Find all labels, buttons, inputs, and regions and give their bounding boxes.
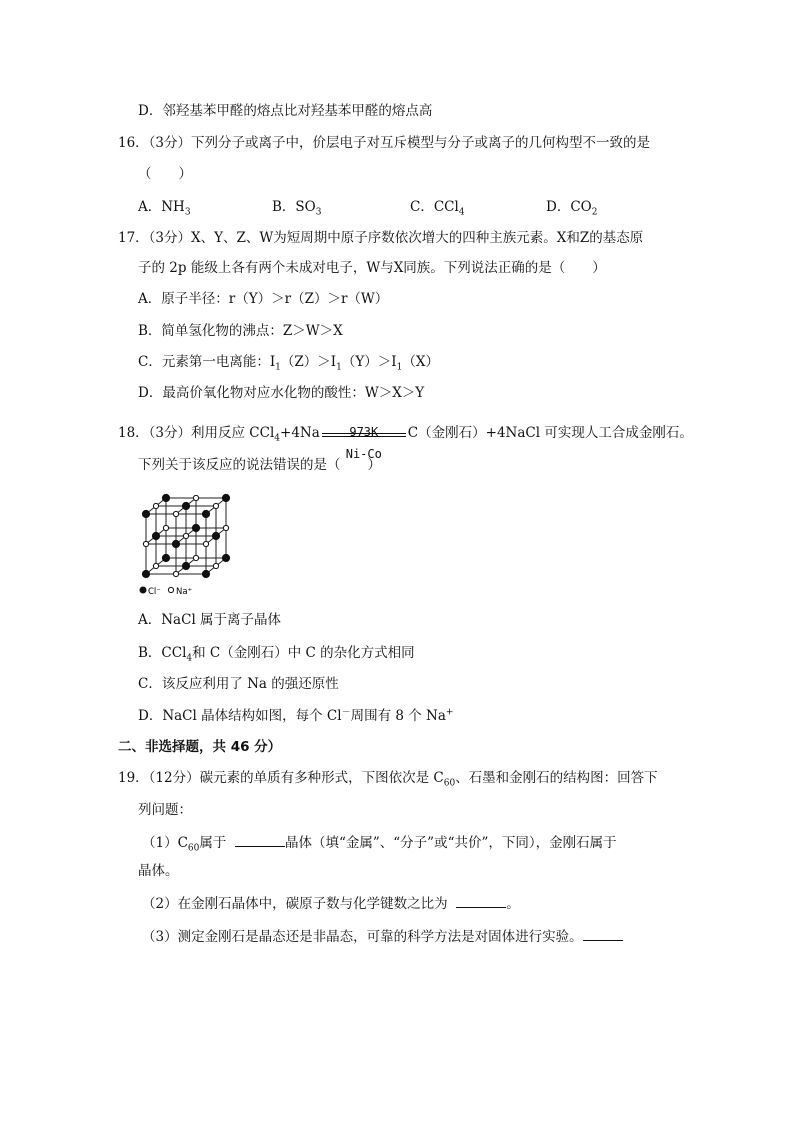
nacl-crystal-figure — [136, 488, 246, 596]
sodium-legend-icon — [168, 587, 173, 592]
q18-option-a: A．NaCl 属于离子晶体 — [138, 612, 282, 628]
chloride-legend-label: Cl⁻ — [148, 587, 161, 596]
chloride-ion — [182, 562, 189, 569]
q16-stem: 16．（3分）下列分子或离子中，价层电子对互斥模型与分子或离子的几何构型不一致的是 — [118, 135, 651, 151]
q19-part-3 — [142, 926, 623, 947]
q19-part-1-text3: 晶体（填“金属”、“分子”或“共价”，下同），金刚石属于 — [284, 835, 617, 851]
q19-part-3-blank[interactable] — [583, 926, 623, 941]
q19-stem-text1: 19．（12分）碳元素的单质有多种形式，下图依次是 C — [118, 770, 444, 786]
q18-stem-line1 — [118, 416, 693, 461]
sodium-ion — [223, 525, 228, 530]
sodium-ion — [213, 503, 218, 508]
q19-part-1-sub: 60 — [187, 843, 200, 854]
q16-option-a — [138, 197, 191, 217]
q17-option-c-text3: （Y）＞I — [341, 354, 397, 370]
q19-part-1-blank[interactable] — [235, 832, 285, 847]
chloride-ion — [212, 532, 219, 539]
q18-option-b — [138, 643, 415, 663]
sodium-ion — [213, 563, 218, 568]
q19-part-2-text1: （2）在金刚石晶体中，碳原子数与化学键数之比为 — [142, 896, 448, 912]
q16-option-b — [272, 197, 321, 217]
sodium-legend-label: Na⁺ — [176, 587, 193, 596]
chloride-ion — [202, 510, 209, 517]
q19-part-2-blank[interactable] — [456, 893, 506, 908]
chloride-ion — [142, 570, 149, 577]
q19-part-2-text2: 。 — [506, 896, 520, 912]
q18-option-b-sub: 4 — [186, 653, 193, 664]
q17-option-c-sub2: 1 — [336, 362, 342, 373]
chloride-ion — [202, 570, 209, 577]
q16-option-d — [546, 197, 597, 217]
q16-option-b-sub: 3 — [315, 207, 322, 218]
chloride-ion — [162, 494, 169, 501]
q19-part-2 — [142, 893, 520, 914]
q17-option-a: A．原子半径：r（Y）＞r（Z）＞r（W） — [138, 291, 389, 307]
q19-stem-text2: 、石墨和金刚石的结构图：回答下 — [455, 770, 658, 786]
q17-stem-line2: 子的 2p 能级上各有两个未成对电子，W与X同族。下列说法正确的是（ ） — [138, 260, 606, 276]
q17-option-d: D．最高价氧化物对应水化物的酸性：W＞X＞Y — [138, 385, 425, 401]
q16-option-c — [410, 197, 465, 217]
q17-option-c-sub3: 1 — [396, 362, 403, 373]
sodium-ion — [183, 533, 188, 538]
q16-option-a-text: A．NH — [138, 199, 185, 215]
sodium-ion — [163, 525, 168, 530]
q19-part-1-text1: （1）C — [142, 835, 188, 851]
crystal-atoms — [142, 494, 229, 577]
chloride-ion — [142, 510, 149, 517]
q16-option-d-text: D．CO — [546, 199, 592, 215]
chloride-ion — [152, 532, 159, 539]
q19-stem-line1 — [118, 768, 658, 788]
q16-option-c-sub: 4 — [458, 207, 465, 218]
q16-option-c-text: C．CCl — [410, 199, 459, 215]
sodium-ion — [193, 555, 198, 560]
q18-stem-sub: 4 — [274, 433, 281, 444]
q18-option-d-text1: D．NaCl 晶体结构如图，每个 Cl — [138, 708, 342, 724]
q18-option-b-text2: 和 C（金刚石）中 C 的杂化方式相同 — [192, 645, 415, 661]
sodium-ion — [153, 563, 158, 568]
q15-option-d: D．邻羟基苯甲醛的熔点比对羟基苯甲醛的熔点高 — [138, 103, 433, 119]
q19-stem-sub: 60 — [443, 778, 456, 789]
q17-option-c-text1: C．元素第一电离能：I — [138, 354, 276, 370]
q19-part-1-text2: 属于 — [199, 835, 227, 851]
q18-option-d-text2: 周围有 8 个 Na — [350, 708, 446, 724]
reaction-temperature: 973K — [349, 424, 379, 439]
chloride-ion — [172, 540, 179, 547]
q17-option-c — [138, 352, 439, 372]
sodium-ion — [203, 541, 208, 546]
q16-option-a-sub: 3 — [184, 207, 191, 218]
q17-option-c-text2: （Z）＞I — [280, 354, 337, 370]
sodium-ion — [173, 571, 178, 576]
q18-stem-text3: C（金刚石）+4NaCl 可实现人工合成金刚石。 — [407, 425, 693, 441]
q18-option-d-sup1: － — [341, 707, 351, 718]
q16-option-d-sub: 2 — [591, 207, 598, 218]
q19-part-1-line2: 晶体。 — [138, 863, 179, 879]
chloride-ion — [162, 554, 169, 561]
q17-option-c-text4: （X） — [402, 354, 439, 370]
chloride-ion — [222, 554, 229, 561]
reaction-catalyst: Ni-Co — [345, 446, 382, 461]
q18-option-d-sup2: + — [445, 707, 454, 718]
q16-answer-paren: （ ） — [138, 166, 192, 182]
q17-option-b: B．简单氢化物的沸点：Z＞W＞X — [138, 323, 343, 339]
q18-stem-line2: 下列关于该反应的说法错误的是（ ） — [138, 457, 381, 473]
q19-stem-line2: 列问题： — [138, 802, 192, 818]
reaction-condition — [322, 417, 406, 461]
sodium-ion — [143, 541, 148, 546]
chloride-ion — [222, 494, 229, 501]
sodium-ion — [153, 503, 158, 508]
section-2-title: 二、非选择题，共 46 分） — [118, 739, 282, 755]
q18-option-b-text1: B．CCl — [138, 645, 187, 661]
chloride-ion — [192, 524, 199, 531]
q16-option-b-text: B．SO — [272, 199, 316, 215]
chloride-ion — [182, 502, 189, 509]
q18-option-d — [138, 706, 453, 726]
sodium-ion — [193, 495, 198, 500]
sodium-ion — [173, 511, 178, 516]
q18-stem-text1: 18．（3分）利用反应 CCl — [118, 425, 275, 441]
q18-stem-text2: +4Na — [280, 425, 320, 441]
q19-part-3-text: （3）测定金刚石是晶态还是非晶态，可靠的科学方法是对固体进行实验。 — [142, 929, 583, 945]
q18-option-c: C．该反应利用了 Na 的强还原性 — [138, 676, 339, 692]
q17-option-c-sub1: 1 — [275, 362, 281, 373]
chloride-legend-icon — [140, 587, 147, 594]
q17-stem-line1: 17．（3分）X、Y、Z、W为短周期中原子序数依次增大的四种主族元素。X和Z的基态原 — [118, 230, 644, 246]
reaction-arrow-line-1 — [322, 433, 406, 434]
q19-part-1 — [142, 832, 617, 853]
